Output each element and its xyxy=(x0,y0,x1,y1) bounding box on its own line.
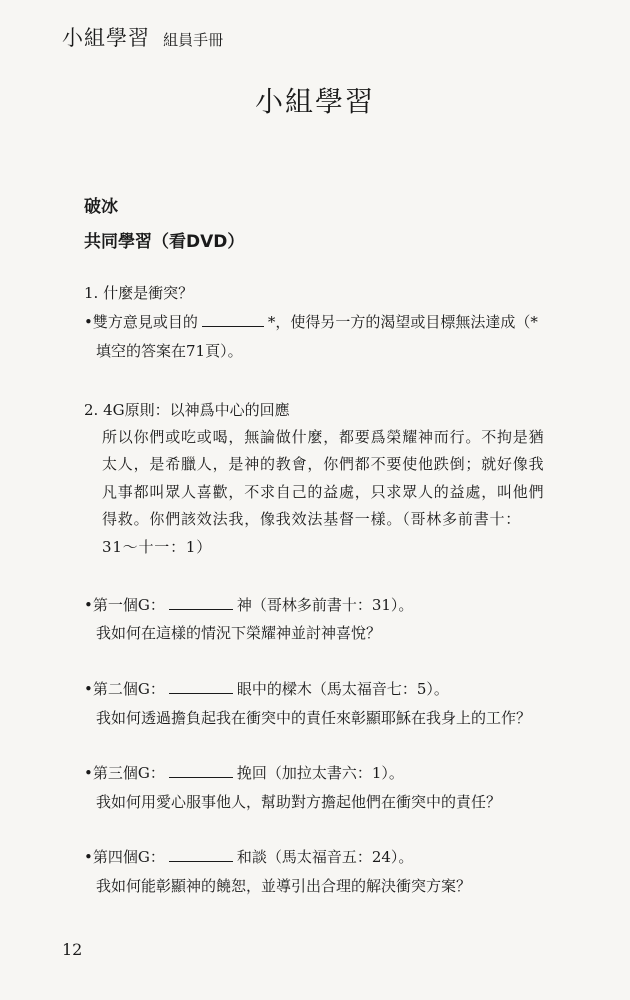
section-icebreaker: 破冰 xyxy=(84,197,118,217)
g1-word: 神（哥林多前書十：31）。 xyxy=(236,596,414,614)
q2-heading: 2. 4G原則：以神爲中心的回應 xyxy=(84,401,290,419)
running-head xyxy=(62,22,223,52)
g3-line xyxy=(84,762,404,783)
scripture-quote-line: 得救。你們該效法我，像我效法基督一樣。（哥林多前書十： xyxy=(102,510,522,528)
answer-blank xyxy=(169,595,233,610)
scripture-quote-line: 所以你們或吃或喝，無論做什麼，都要爲榮耀神而行。不拘是猶 xyxy=(102,428,545,446)
page-title: 小組學習 xyxy=(254,85,375,118)
g2-label: •第二個G： xyxy=(84,680,165,698)
page-number: 12 xyxy=(62,940,83,959)
q1-heading: 1. 什麼是衝突？ xyxy=(84,284,194,302)
answer-blank xyxy=(169,847,233,862)
q1-bullet-continuation: 填空的答案在71頁）。 xyxy=(96,342,243,360)
answer-blank xyxy=(169,763,233,778)
scripture-quote-line: 太人，是希臘人，是神的教會，你們都不要使他跌倒；就好像我 xyxy=(102,455,545,473)
q1-bullet-before: •雙方意見或目的 xyxy=(84,313,198,331)
g4-word: 和談（馬太福音五：24）。 xyxy=(236,848,414,866)
g3-question: 我如何用愛心服事他人，幫助對方擔起他們在衝突中的責任？ xyxy=(96,793,502,811)
q1-bullet-after: *，使得另一方的渴望或目標無法達成（* xyxy=(267,313,538,331)
g4-question: 我如何能彰顯神的饒恕，並導引出合理的解決衝突方案？ xyxy=(96,877,472,895)
g1-question: 我如何在這樣的情況下榮耀神並討神喜悅？ xyxy=(96,624,382,642)
g3-word: 挽回（加拉太書六：1）。 xyxy=(236,764,404,782)
g3-label: •第三個G： xyxy=(84,764,165,782)
scripture-quote-line: 凡事都叫眾人喜歡，不求自己的益處，只求眾人的益處，叫他們 xyxy=(102,483,545,501)
scripture-quote-line: 31～十一：1） xyxy=(102,538,213,556)
q1-bullet xyxy=(84,311,538,332)
section-group-study: 共同學習（看DVD） xyxy=(84,232,245,252)
answer-blank xyxy=(169,679,233,694)
running-head-subtitle: 組員手冊 xyxy=(163,31,224,49)
g1-label: •第一個G： xyxy=(84,596,165,614)
running-head-title: 小組學習 xyxy=(62,26,150,50)
answer-blank xyxy=(202,312,264,327)
g4-label: •第四個G： xyxy=(84,848,165,866)
g4-line xyxy=(84,846,413,867)
g2-word: 眼中的樑木（馬太福音七：5）。 xyxy=(236,680,449,698)
g2-line xyxy=(84,678,449,699)
g2-question: 我如何透過擔負起我在衝突中的責任來彰顯耶穌在我身上的工作？ xyxy=(96,709,532,727)
g1-line xyxy=(84,594,413,615)
